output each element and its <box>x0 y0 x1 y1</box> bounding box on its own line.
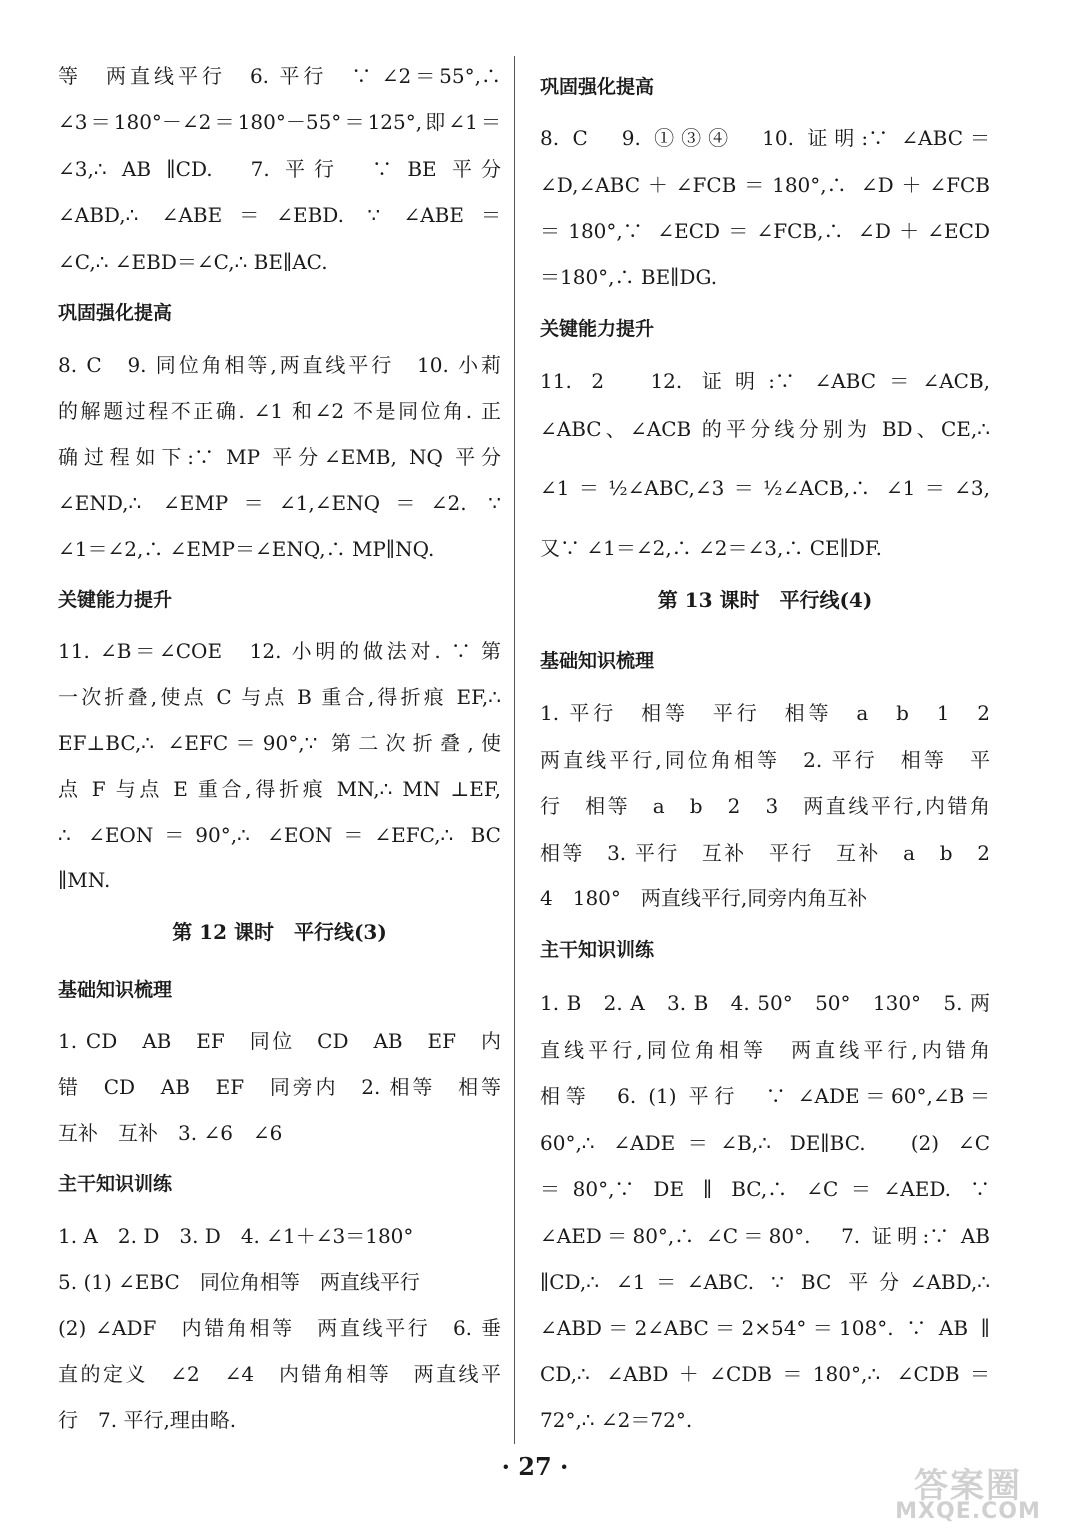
text-line: 60°,∴ ∠ADE＝∠B,∴ DE∥BC. (2) ∠C <box>540 1131 990 1155</box>
section-heading: 主干知识训练 <box>540 939 655 961</box>
lesson-title: 第 12 课时 平行线(3) <box>172 920 387 944</box>
section-heading: 主干知识训练 <box>58 1173 173 1195</box>
text-line: 直的定义 ∠2 ∠4 内错角相等 两直线平 <box>58 1362 501 1386</box>
text-line: 相等 3. 平行 互补 平行 互补 a b 2 <box>540 841 990 865</box>
text-line: 1. A 2. D 3. D 4. ∠1＋∠3＝180° <box>58 1224 414 1248</box>
text-line: ∠1＝½∠ABC,∠3＝½∠ACB,∴ ∠1＝∠3, <box>540 476 990 500</box>
text-line: 1. 平行 相等 平行 相等 a b 1 2 <box>540 701 990 725</box>
text-line: 点 F 与点 E 重合,得折痕 MN,∴ MN ⊥EF, <box>58 777 501 801</box>
text-line: ＝180°,∴ BE∥DG. <box>540 265 718 289</box>
text-line: CD,∴ ∠ABD＋∠CDB＝180°,∴ ∠CDB＝ <box>540 1362 990 1386</box>
text-line: 11. 2 12. 证明:∵ ∠ABC＝∠ACB, <box>540 369 990 393</box>
page-number: · 27 · <box>501 1452 569 1481</box>
text-line: ＝180°,∵ ∠ECD＝∠FCB,∴ ∠D＋∠ECD <box>540 219 990 243</box>
text-line: ∠ABD,∴ ∠ABE＝∠EBD. ∵ ∠ABE＝ <box>58 203 501 227</box>
text-line: 4 180° 两直线平行,同旁内角互补 <box>540 886 868 910</box>
text-line: ∥MN. <box>58 868 111 892</box>
text-line: 相等 6. (1) 平行 ∵ ∠ADE＝60°,∠B＝ <box>540 1084 990 1108</box>
text-line: ∠ABC、∠ACB 的平分线分别为 BD、CE,∴ <box>540 417 990 441</box>
text-line: 行 相等 a b 2 3 两直线平行,内错角 <box>540 794 990 818</box>
text-line: 1. CD AB EF 同位 CD AB EF 内 <box>58 1029 501 1053</box>
text-line: ∠1＝∠2,∴ ∠EMP＝∠ENQ,∴ MP∥NQ. <box>58 537 435 561</box>
text-line: ∠C,∴ ∠EBD＝∠C,∴ BE∥AC. <box>58 250 328 274</box>
section-heading: 关键能力提升 <box>58 589 173 611</box>
watermark-logo <box>880 1458 1056 1524</box>
text-line: 72°,∴ ∠2＝72°. <box>540 1408 693 1432</box>
text-line: ∥CD,∴ ∠1＝∠ABC. ∵ BC 平分∠ABD,∴ <box>540 1270 990 1294</box>
text-line: ∴ ∠EON＝90°,∴ ∠EON＝∠EFC,∴ BC <box>58 823 501 847</box>
text-line: ∠END,∴ ∠EMP＝∠1,∠ENQ＝∠2. ∵ <box>58 491 501 515</box>
watermark-top-text: 答案圈 <box>914 1466 1022 1506</box>
text-line: (2) ∠ADF 内错角相等 两直线平行 6. 垂 <box>58 1316 501 1340</box>
text-line: 错 CD AB EF 同旁内 2. 相等 相等 <box>58 1075 501 1099</box>
column-divider <box>514 56 515 1444</box>
text-line: ∠ABD＝2∠ABC＝2×54°＝108°. ∵ AB ∥ <box>540 1316 990 1340</box>
text-line: 8. C 9. ①③④ 10. 证明:∵ ∠ABC＝ <box>540 126 990 150</box>
text-line: ∠3,∴ AB ∥CD. 7. 平行 ∵ BE 平分 <box>58 157 501 181</box>
text-line: 一次折叠,使点 C 与点 B 重合,得折痕 EF,∴ <box>58 685 501 709</box>
text-line: ＝80°,∵ DE ∥ BC,∴ ∠C＝∠AED. ∵ <box>540 1177 990 1201</box>
text-line: 1. B 2. A 3. B 4. 50° 50° 130° 5. 两 <box>540 991 990 1015</box>
section-heading: 基础知识梳理 <box>540 650 655 672</box>
text-line: ∠D,∠ABC＋∠FCB＝180°,∴ ∠D＋∠FCB <box>540 173 990 197</box>
text-line: 5. (1) ∠EBC 同位角相等 两直线平行 <box>58 1270 420 1294</box>
text-line: 直线平行,同位角相等 两直线平行,内错角 <box>540 1038 990 1062</box>
text-line: 11. ∠B＝∠COE 12. 小明的做法对. ∵ 第 <box>58 639 501 663</box>
section-heading: 关键能力提升 <box>540 318 655 340</box>
text-line: 8. C 9. 同位角相等,两直线平行 10. 小莉 <box>58 353 501 377</box>
section-heading: 基础知识梳理 <box>58 979 173 1001</box>
text-line: 又∵ ∠1＝∠2,∴ ∠2＝∠3,∴ CE∥DF. <box>540 536 883 560</box>
text-line: ∠3＝180°－∠2＝180°－55°＝125°,即∠1＝ <box>58 110 501 134</box>
section-heading: 巩固强化提高 <box>540 76 655 98</box>
section-heading: 巩固强化提高 <box>58 302 173 324</box>
text-line: ∠AED＝80°,∴ ∠C＝80°. 7. 证明:∵ AB <box>540 1224 990 1248</box>
text-line: 确过程如下:∵ MP 平分∠EMB, NQ 平分 <box>58 445 501 469</box>
text-line: 两直线平行,同位角相等 2. 平行 相等 平 <box>540 748 990 772</box>
text-line: 互补 互补 3. ∠6 ∠6 <box>58 1121 283 1145</box>
text-line: 等 两直线平行 6. 平行 ∵ ∠2＝55°,∴ <box>58 64 501 88</box>
watermark-bottom-text: MXQE.COM <box>895 1499 1041 1524</box>
text-line: EF⊥BC,∴ ∠EFC＝90°,∵ 第二次折叠,使 <box>58 731 501 755</box>
lesson-title: 第 13 课时 平行线(4) <box>657 588 873 612</box>
text-line: 行 7. 平行,理由略. <box>58 1408 237 1432</box>
text-line: 的解题过程不正确. ∠1 和∠2 不是同位角. 正 <box>58 399 501 423</box>
